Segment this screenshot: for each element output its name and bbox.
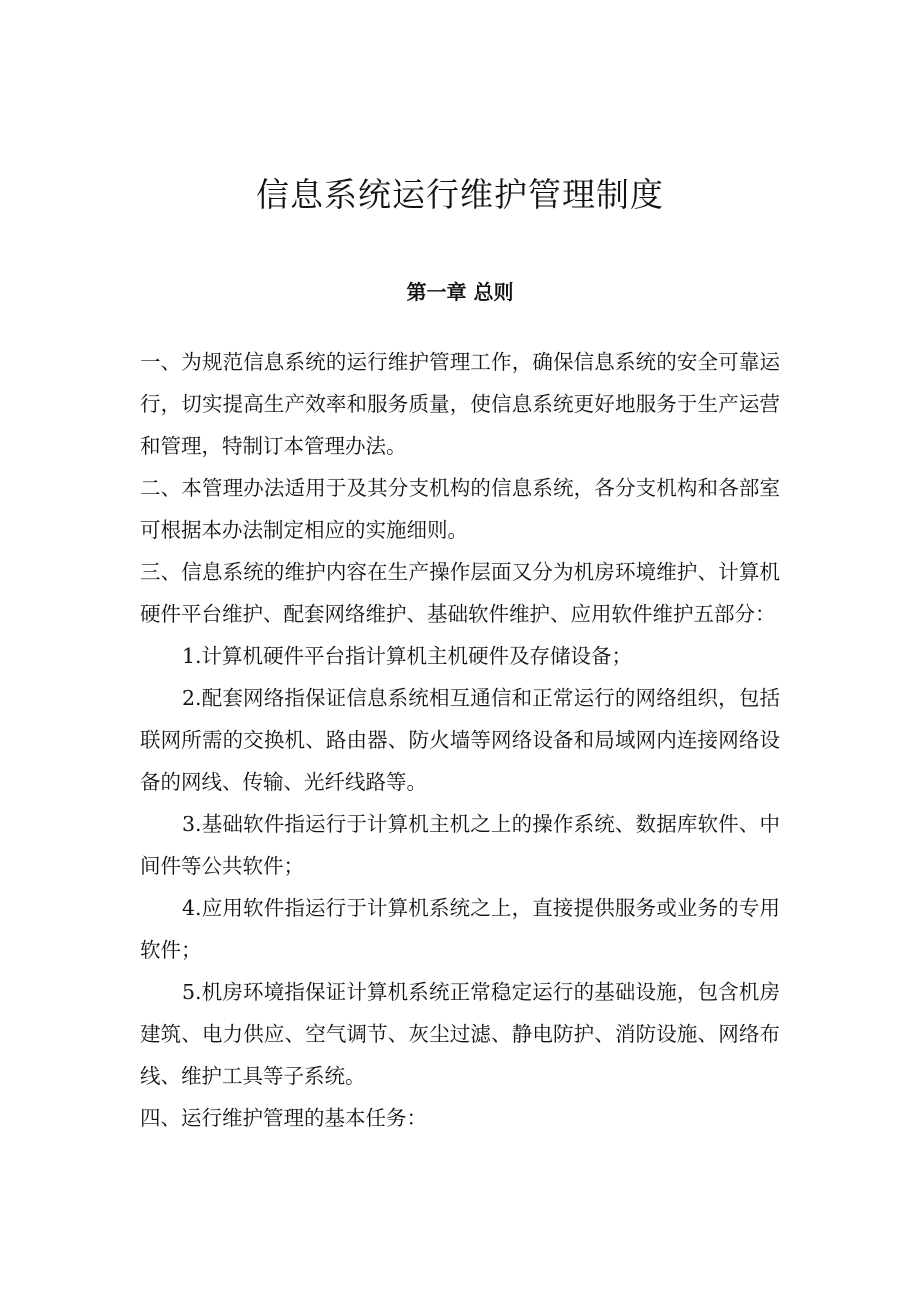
document-body (140, 341, 780, 1139)
list-item-base-software: 3.基础软件指运行于计算机主机之上的操作系统、数据库软件、中间件等公共软件； (140, 812, 780, 878)
paragraph-article-4: 四、运行维护管理的基本任务： (140, 1106, 427, 1130)
document-title: 信息系统运行维护管理制度 (256, 175, 664, 214)
paragraph-article-3: 三、信息系统的维护内容在生产操作层面又分为机房环境维护、计算机硬件平台维护、配套网络维护、基础软件维护、应用软件维护五部分： (140, 560, 780, 626)
list-item-hardware: 1.计算机硬件平台指计算机主机硬件及存储设备； (182, 644, 633, 668)
list-item-machine-room: 5.机房环境指保证计算机系统正常稳定运行的基础设施，包含机房建筑、电力供应、空气调节、灰尘过滤、静电防护、消防设施、网络布线、维护工具等子系统。 (140, 980, 780, 1088)
paragraph-article-1: 一、为规范信息系统的运行维护管理工作，确保信息系统的安全可靠运行，切实提高生产效率和服务质量，使信息系统更好地服务于生产运营和管理，特制订本管理办法。 (140, 350, 780, 458)
chapter-heading: 第一章 总则 (406, 280, 514, 304)
list-item-network: 2.配套网络指保证信息系统相互通信和正常运行的网络组织，包括联网所需的交换机、路由器、防火墙等网络设备和局域网内连接网络设备的网线、传输、光纤线路等。 (140, 686, 780, 794)
list-item-application-software: 4.应用软件指运行于计算机系统之上，直接提供服务或业务的专用软件； (140, 896, 780, 962)
paragraph-article-2: 二、本管理办法适用于及其分支机构的信息系统，各分支机构和各部室可根据本办法制定相应的实施细则。 (140, 476, 780, 542)
